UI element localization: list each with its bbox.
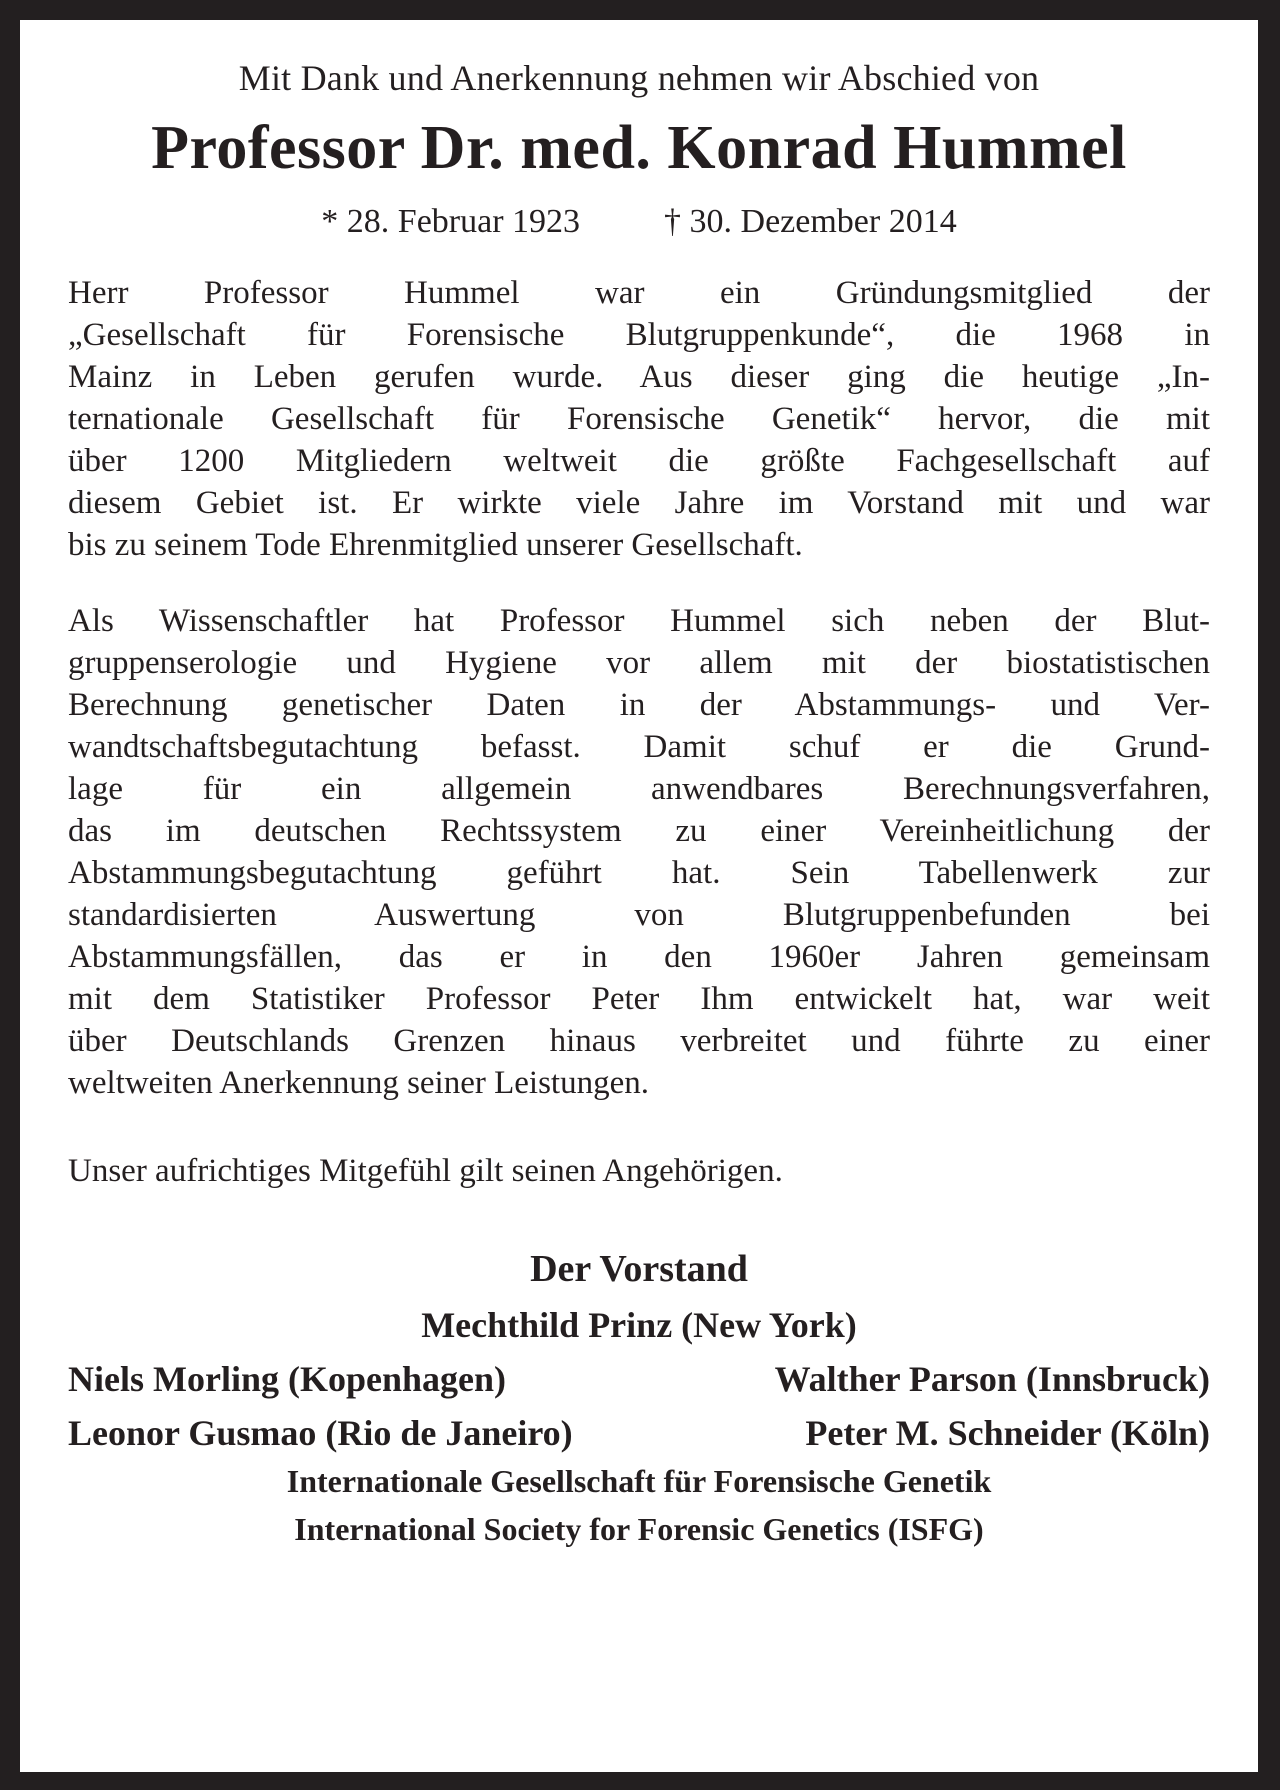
paragraph-scientific-work xyxy=(68,600,1210,1104)
paragraph-line: weltweiten Anerkennung seiner Leistungen. xyxy=(68,1065,649,1101)
paragraph-line: wandtschaftsbegutachtung befasst. Damit schuf er die Grund- xyxy=(68,729,1210,765)
condolence-line: Unser aufrichtiges Mitgefühl gilt seinen Angehörigen. xyxy=(68,1153,783,1189)
life-dates xyxy=(68,200,1210,244)
opening-line: Mit Dank und Anerkennung nehmen wir Abschied von xyxy=(238,58,1040,98)
organization-name-english: International Society for Forensic Genetics (ISFG) xyxy=(294,1511,984,1547)
signature-name-left: Leonor Gusmao (Rio de Janeiro) xyxy=(68,1413,573,1453)
signature-name-right: Peter M. Schneider (Köln) xyxy=(805,1413,1210,1453)
signature-row-1 xyxy=(68,1356,1210,1402)
memorial-notice-page xyxy=(20,20,1258,1772)
paragraph-line: Herr Professor Hummel war ein Gründungsmitglied der xyxy=(68,275,1210,311)
paragraph-line: bis zu seinem Tode Ehrenmitglied unserer Gesellschaft. xyxy=(68,527,803,563)
signature-name-right: Walther Parson (Innsbruck) xyxy=(774,1359,1210,1399)
paragraph-line: lage für ein allgemein anwendbares Berechnungsverfahren, xyxy=(68,771,1210,807)
paragraph-line: gruppenserologie und Hygiene vor allem mit der biostatistischen xyxy=(68,645,1210,681)
paragraph-line: „Gesellschaft für Forensische Blutgruppenkunde“, die 1968 in xyxy=(68,317,1210,353)
paragraph-founding xyxy=(68,272,1210,566)
paragraph-line: über 1200 Mitgliedern weltweit die größte Fachgesellschaft auf xyxy=(68,443,1210,479)
paragraph-line: mit dem Statistiker Professor Peter Ihm entwickelt hat, war weit xyxy=(68,981,1210,1017)
organization-name-german: Internationale Gesellschaft für Forensische Genetik xyxy=(286,1463,992,1499)
birth-date: * 28. Februar 1923 xyxy=(321,203,581,240)
signature-name-center: Mechthild Prinz (New York) xyxy=(421,1305,857,1345)
paragraph-line: Abstammungsfällen, das er in den 1960er Jahren gemeinsam xyxy=(68,939,1210,975)
paragraph-line: Berechnung genetischer Daten in der Abstammungs- und Ver- xyxy=(68,687,1210,723)
paragraph-line: Abstammungsbegutachtung geführt hat. Sein Tabellenwerk zur xyxy=(68,855,1210,891)
death-date: † 30. Dezember 2014 xyxy=(664,203,957,240)
paragraph-line: Als Wissenschaftler hat Professor Hummel sich neben der Blut- xyxy=(68,603,1210,639)
deceased-name: Professor Dr. med. Konrad Hummel xyxy=(151,114,1127,182)
paragraph-line: standardisierten Auswertung von Blutgruppenbefunden bei xyxy=(68,897,1210,933)
paragraph-line: über Deutschlands Grenzen hinaus verbreitet und führte zu einer xyxy=(68,1023,1210,1059)
signature-name-left: Niels Morling (Kopenhagen) xyxy=(68,1359,506,1399)
signature-row-2 xyxy=(68,1410,1210,1456)
board-heading: Der Vorstand xyxy=(530,1248,748,1290)
paragraph-line: ternationale Gesellschaft für Forensische Genetik“ hervor, die mit xyxy=(68,401,1210,437)
paragraph-line: Mainz in Leben gerufen wurde. Aus dieser ging die heutige „In- xyxy=(68,359,1210,395)
paragraph-line: diesem Gebiet ist. Er wirkte viele Jahre im Vorstand mit und war xyxy=(68,485,1210,521)
paragraph-line: das im deutschen Rechtssystem zu einer Vereinheitlichung der xyxy=(68,813,1210,849)
